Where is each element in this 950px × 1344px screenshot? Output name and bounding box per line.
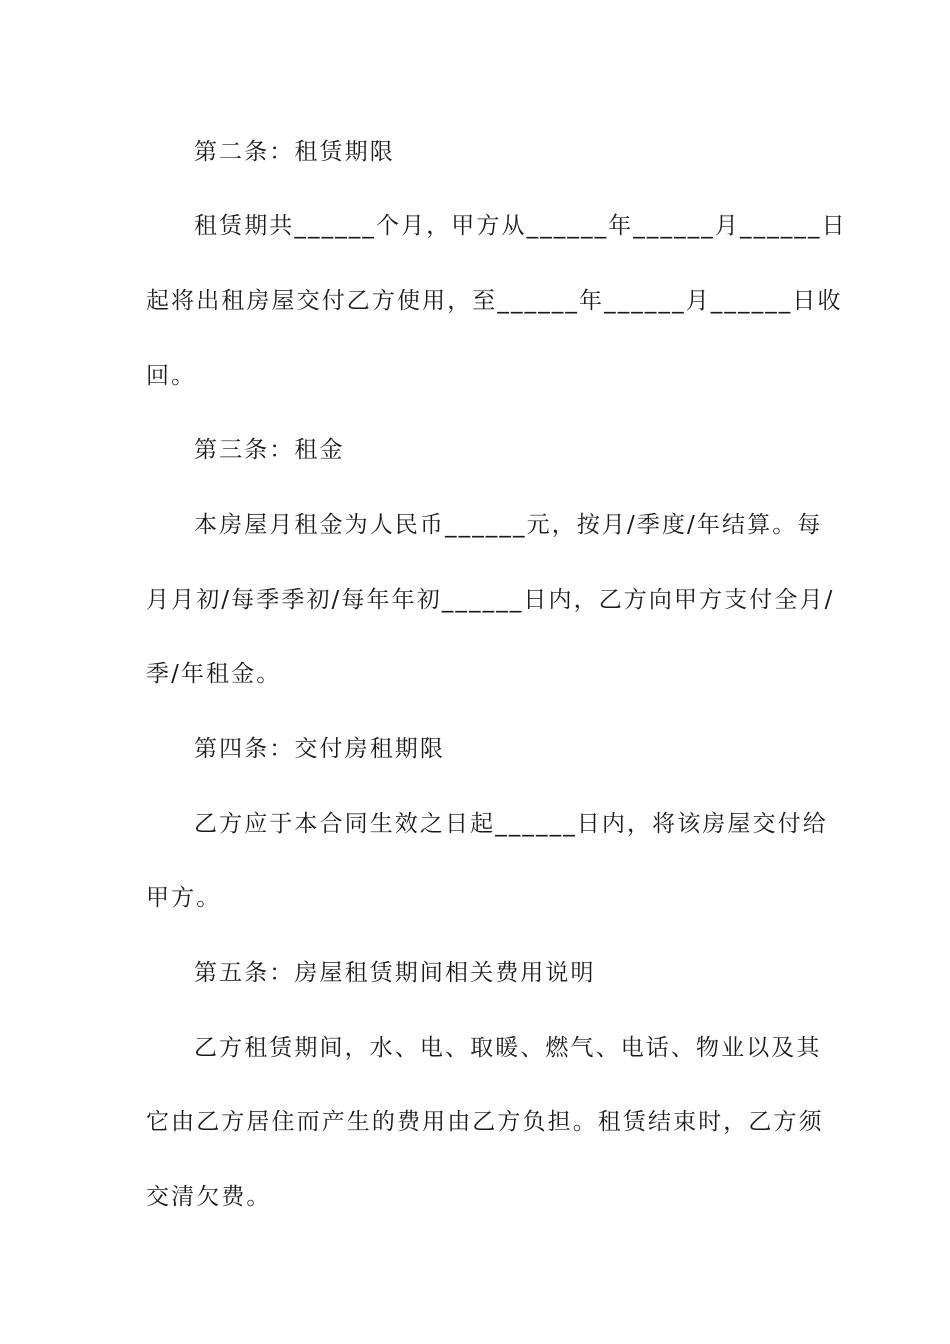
paragraph-line: 本房屋月租金为人民币______元，按月/季度/年结算。每 [194, 512, 823, 538]
paragraph-line: 交清欠费。 [146, 1184, 272, 1210]
paragraph-line: 它由乙方居住而产生的费用由乙方负担。租赁结束时，乙方须 [146, 1109, 824, 1135]
paragraph-line: 甲方。 [146, 885, 222, 911]
section-heading-rent: 第三条：租金 [194, 437, 345, 463]
paragraph-line: 租赁期共______个月，甲方从______年______月______日 [194, 213, 847, 239]
section-heading-delivery: 第四条：交付房租期限 [194, 736, 445, 762]
section-heading-fees: 第五条：房屋租赁期间相关费用说明 [194, 960, 596, 986]
section-heading-term: 第二条：租赁期限 [194, 139, 395, 165]
paragraph-line: 回。 [146, 363, 197, 389]
paragraph-line: 起将出租房屋交付乙方使用，至______年______月______日收 [146, 288, 843, 314]
paragraph-line: 季/年租金。 [146, 661, 282, 687]
paragraph-line: 月月初/每季季初/每年年初______日内，乙方向甲方支付全月/ [146, 587, 835, 613]
paragraph-line: 乙方租赁期间，水、电、取暖、燃气、电话、物业以及其 [194, 1035, 822, 1061]
paragraph-line: 乙方应于本合同生效之日起______日内，将该房屋交付给 [194, 811, 828, 837]
